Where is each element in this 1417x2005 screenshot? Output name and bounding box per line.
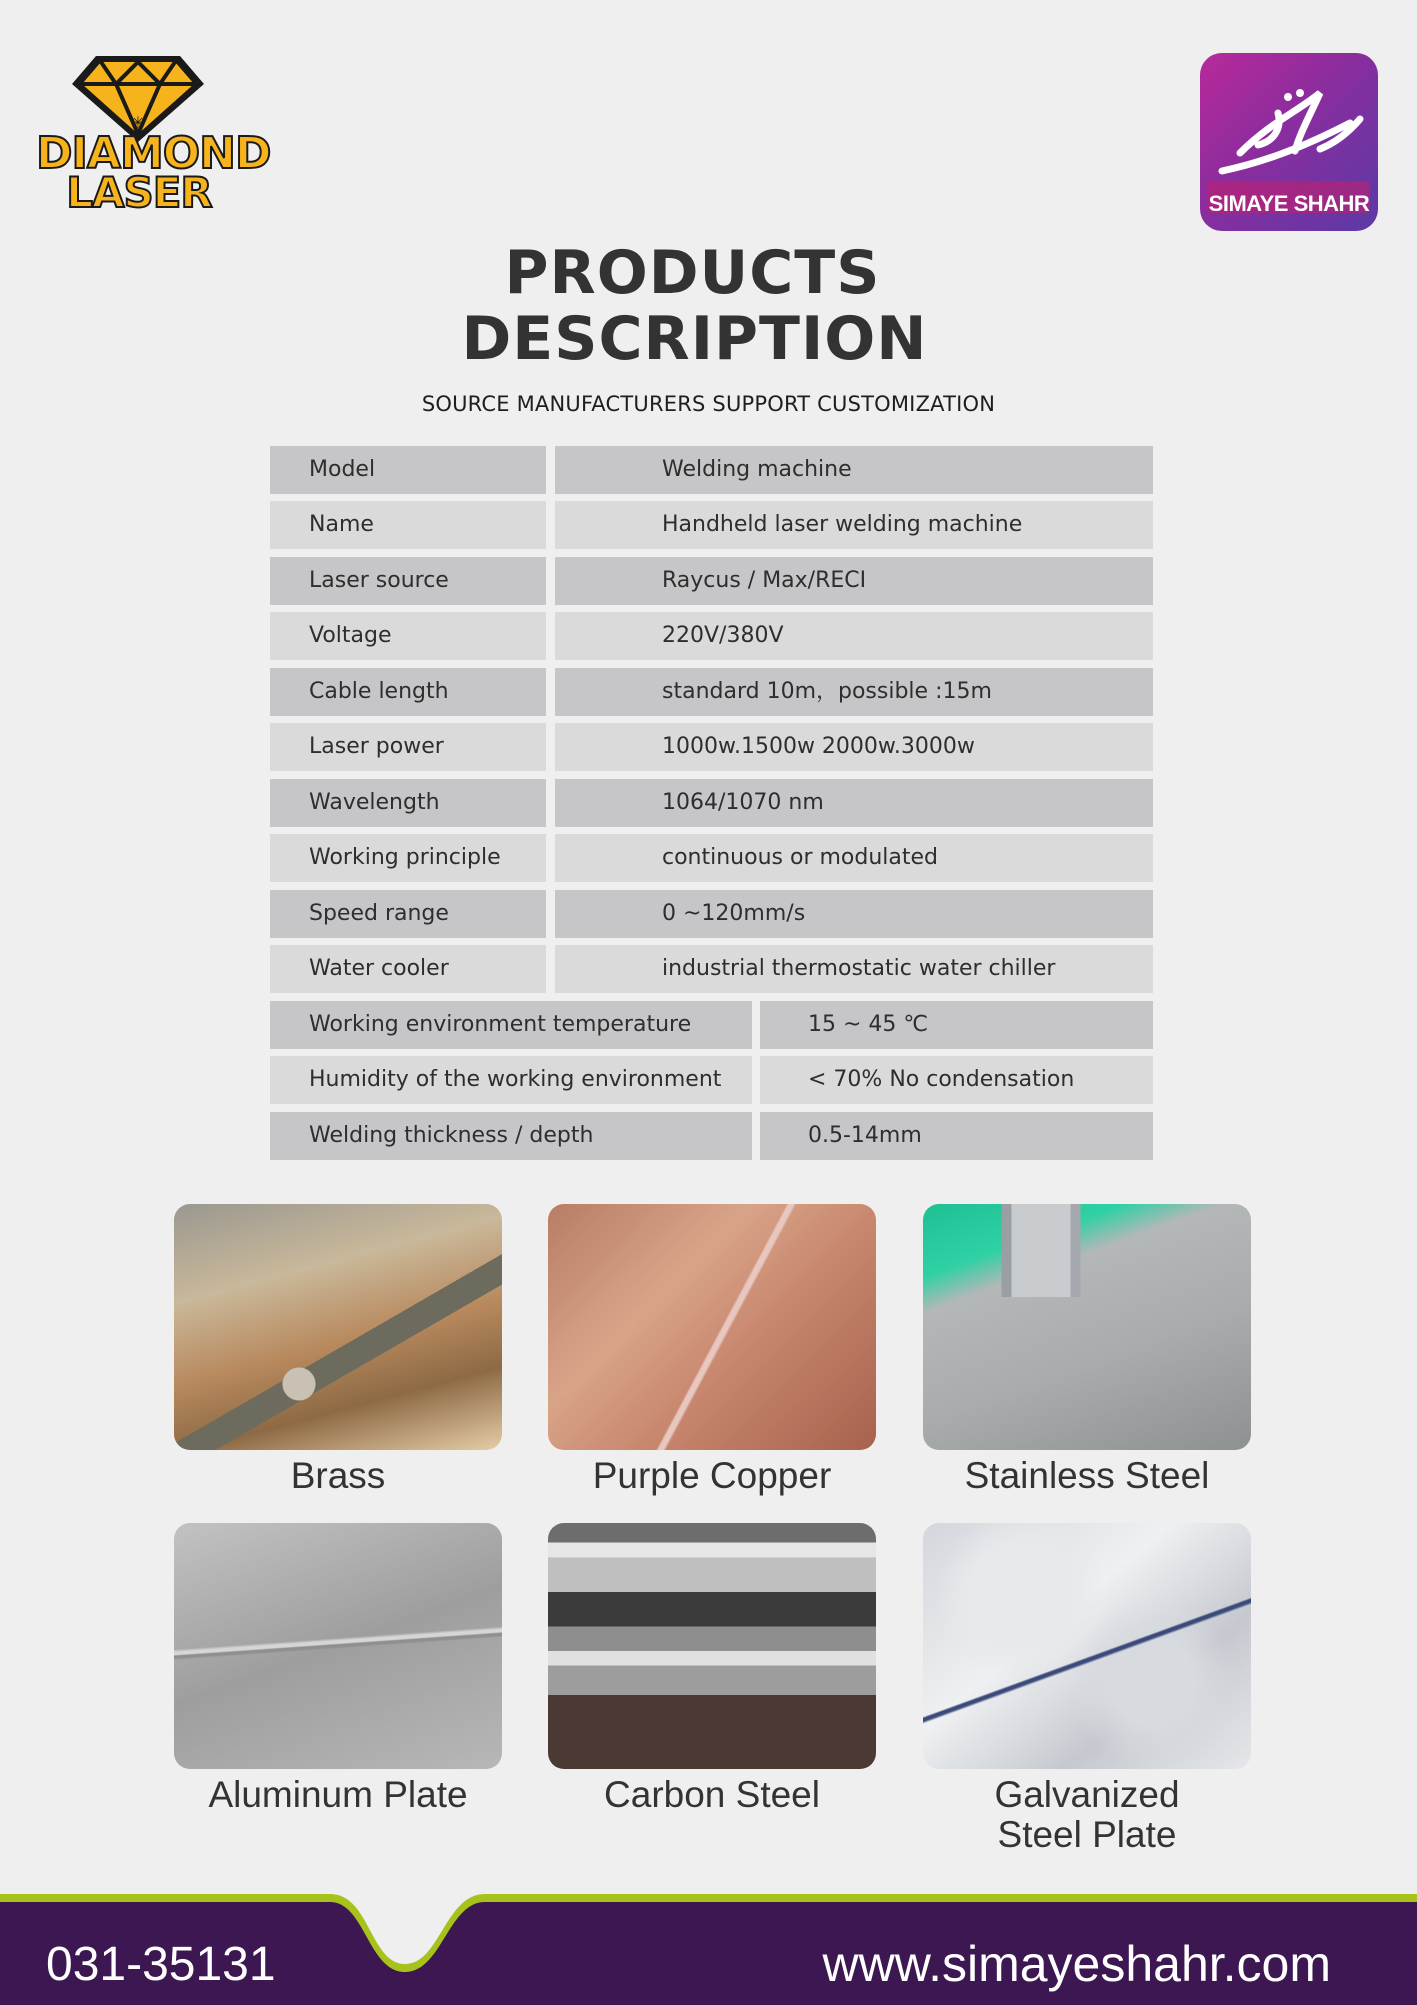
material-card-purple-copper xyxy=(548,1204,876,1496)
spec-row-speed-range xyxy=(270,890,1153,938)
material-label: Carbon Steel xyxy=(604,1774,820,1815)
spec-row-welding-thickness xyxy=(270,1112,1153,1160)
material-label: Stainless Steel xyxy=(964,1455,1210,1496)
footer-website-link[interactable]: www.simayeshahr.com xyxy=(822,1936,1331,1992)
spec-value: 1000w.1500w 2000w.3000w xyxy=(555,723,1153,771)
material-card-brass xyxy=(174,1204,502,1496)
copper-weld-photo xyxy=(548,1204,876,1450)
spec-value: Raycus / Max/RECI xyxy=(555,557,1153,605)
spec-row-working-principle xyxy=(270,834,1153,882)
spec-row-wavelength xyxy=(270,779,1153,827)
spec-value: 220V/380V xyxy=(555,612,1153,660)
spec-key: Laser source xyxy=(270,557,546,605)
spec-value: 15 ~ 45 ℃ xyxy=(760,1001,1153,1049)
spec-key: Water cooler xyxy=(270,945,546,993)
logo-word-diamond: DIAMOND xyxy=(36,128,271,179)
spec-value: standard 10m，possible :15m xyxy=(555,668,1153,716)
spec-value: industrial thermostatic water chiller xyxy=(555,945,1153,993)
material-card-carbon-steel xyxy=(548,1523,876,1815)
spec-key: Wavelength xyxy=(270,779,546,827)
spec-row-model xyxy=(270,446,1153,494)
logo-word-laser: LASER xyxy=(66,168,212,217)
spec-key: Welding thickness / depth xyxy=(270,1112,752,1160)
material-label: Aluminum Plate xyxy=(208,1774,468,1815)
spec-value: Handheld laser welding machine xyxy=(555,501,1153,549)
galvanized-weld-photo xyxy=(923,1523,1251,1769)
aluminum-weld-photo xyxy=(174,1523,502,1769)
material-label: Purple Copper xyxy=(592,1455,832,1496)
simaye-shahr-label: SIMAYE SHAHR xyxy=(1208,191,1370,216)
spec-row-laser-power xyxy=(270,723,1153,771)
spec-row-environment-temperature xyxy=(270,1001,1153,1049)
spec-row-water-cooler xyxy=(270,945,1153,993)
footer-bar xyxy=(0,1880,1417,2005)
brass-weld-photo xyxy=(174,1204,502,1450)
carbon-steel-weld-photo xyxy=(548,1523,876,1769)
spec-key: Speed range xyxy=(270,890,546,938)
spec-value: continuous or modulated xyxy=(555,834,1153,882)
spec-row-name xyxy=(270,501,1153,549)
simaye-shahr-logo xyxy=(1200,53,1378,231)
spec-key: Voltage xyxy=(270,612,546,660)
spec-key: Name xyxy=(270,501,546,549)
spec-value: < 70% No condensation xyxy=(760,1056,1153,1104)
footer-phone[interactable]: 031-35131 xyxy=(46,1938,276,1991)
spec-key: Humidity of the working environment xyxy=(270,1056,752,1104)
material-card-aluminum-plate xyxy=(174,1523,502,1815)
spec-row-humidity xyxy=(270,1056,1153,1104)
stainless-weld-photo xyxy=(923,1204,1251,1450)
spec-row-cable-length xyxy=(270,668,1153,716)
material-card-stainless-steel xyxy=(923,1204,1251,1496)
diamond-laser-logo xyxy=(36,50,271,217)
page-title-line2: DESCRIPTION xyxy=(461,304,928,374)
svg-text:✳: ✳ xyxy=(131,113,145,132)
spec-key: Working principle xyxy=(270,834,546,882)
spec-value: Welding machine xyxy=(555,446,1153,494)
material-label: Brass xyxy=(290,1455,386,1496)
page-title-line1: PRODUCTS xyxy=(504,238,881,308)
spec-key: Working environment temperature xyxy=(270,1001,752,1049)
material-card-galvanized-steel xyxy=(923,1523,1251,1855)
page-subtitle: SOURCE MANUFACTURERS SUPPORT CUSTOMIZATION xyxy=(421,392,996,416)
spec-value: 1064/1070 nm xyxy=(555,779,1153,827)
material-label: Galvanized Steel Plate xyxy=(994,1774,1180,1855)
spec-key: Cable length xyxy=(270,668,546,716)
spec-value: 0.5-14mm xyxy=(760,1112,1153,1160)
spec-key: Laser power xyxy=(270,723,546,771)
spec-row-laser-source xyxy=(270,557,1153,605)
spec-key: Model xyxy=(270,446,546,494)
spec-value: 0 ~120mm/s xyxy=(555,890,1153,938)
spec-row-voltage xyxy=(270,612,1153,660)
